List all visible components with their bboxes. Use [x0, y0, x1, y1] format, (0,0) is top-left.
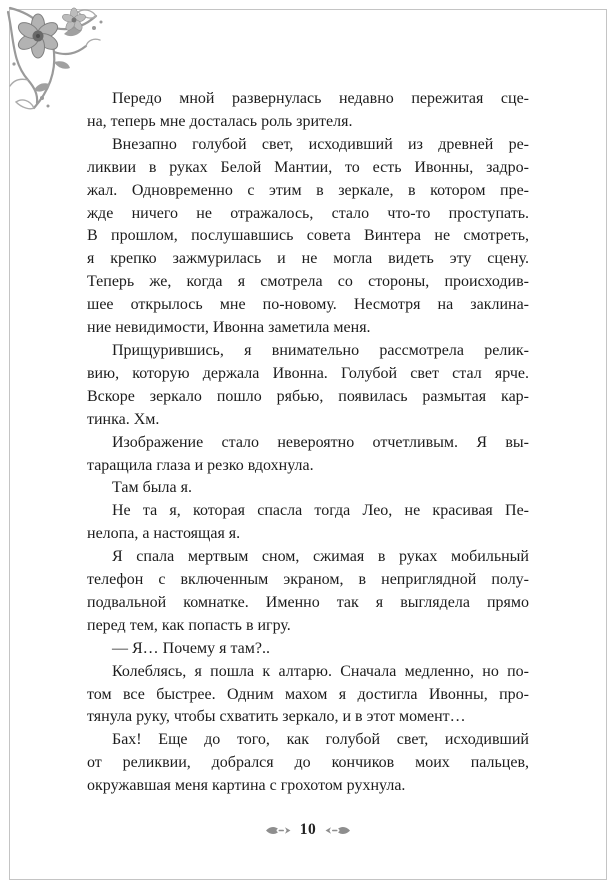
- text-line: от реликвии, добрался до кончиков моих пальцев,: [87, 754, 529, 772]
- text-line: окружавшая меня картина с грохотом рухнула.: [87, 777, 406, 795]
- text-line: Там была я.: [112, 479, 192, 497]
- left-fleuron-icon: [265, 824, 291, 837]
- text-line: Не та я, которая спасла тогда Лео, не красивая Пе-: [112, 502, 529, 520]
- text-line: подвальной комнатке. Именно так я выглядела прямо: [87, 593, 529, 611]
- text-line: том все быстрее. Одним махом я достигла Ивонны, про-: [87, 685, 529, 703]
- paragraph: [87, 729, 529, 798]
- paragraph: [87, 638, 529, 661]
- text-line: Бах! Еще до того, как голубой свет, исходивший: [112, 731, 529, 749]
- text-line: тянула руку, чтобы схватить зеркало, и в этот момент…: [87, 708, 466, 726]
- text-line: ние невидимости, Ивонна заметила меня.: [87, 319, 371, 337]
- paragraph: [87, 134, 529, 340]
- right-fleuron-icon: [325, 824, 351, 837]
- text-line: жде ничего не отражалось, стало что-то проступать.: [87, 204, 529, 222]
- paragraph: [87, 432, 529, 478]
- text-line: Колеблясь, я пошла к алтарю. Сначала медленно, но по-: [112, 662, 529, 680]
- paragraph: [87, 340, 529, 432]
- paragraph: [87, 546, 529, 638]
- text-line: В прошлом, послушавшись совета Винтера не смотреть,: [87, 227, 529, 245]
- text-line: Внезапно голубой свет, исходивший из древней ре-: [112, 135, 529, 153]
- text-line: телефон с включенным экраном, в неприглядной полу-: [87, 571, 529, 589]
- text-line: нелопа, а настоящая я.: [87, 525, 241, 543]
- paragraph: [87, 500, 529, 546]
- text-line: ликвии в руках Белой Мантии, то есть Ивонны, задро-: [87, 158, 529, 176]
- paragraph: [87, 88, 529, 134]
- text-line: Теперь же, когда я смотрела со стороны, происходив-: [87, 273, 529, 291]
- text-line: на, теперь мне досталась роль зрителя.: [87, 112, 353, 130]
- text-line: вию, которую держала Ивонна. Голубой свет стал ярче.: [87, 364, 529, 382]
- page-text-block: [87, 88, 529, 798]
- text-line: Передо мной развернулась недавно пережитая сце-: [112, 90, 529, 107]
- text-line: Изображение стало невероятно отчетливым. Я вы-: [112, 433, 529, 451]
- text-line: я крепко зажмурилась и не могла видеть эту сцену.: [87, 250, 529, 268]
- text-line: перед тем, как попасть в игру.: [87, 616, 291, 634]
- text-line: жал. Одновременно с этим в зеркале, в котором пре-: [87, 181, 529, 199]
- page-number: 10: [299, 821, 317, 838]
- text-line: — Я… Почему я там?..: [112, 639, 270, 657]
- text-line: Я спала мертвым сном, сжимая в руках мобильный: [112, 548, 529, 566]
- paragraph: [87, 477, 529, 500]
- text-line: тинка. Хм.: [87, 410, 160, 428]
- page-footer: [0, 821, 616, 839]
- text-line: Вскоре зеркало пошло рябью, появилась размытая кар-: [87, 387, 529, 405]
- text-line: шее открылось мне по-новому. Несмотря на заклина-: [87, 296, 529, 314]
- text-line: Прищурившись, я внимательно рассмотрела релик-: [112, 341, 529, 359]
- paragraph: [87, 661, 529, 730]
- text-line: таращила глаза и резко вдохнула.: [87, 456, 314, 474]
